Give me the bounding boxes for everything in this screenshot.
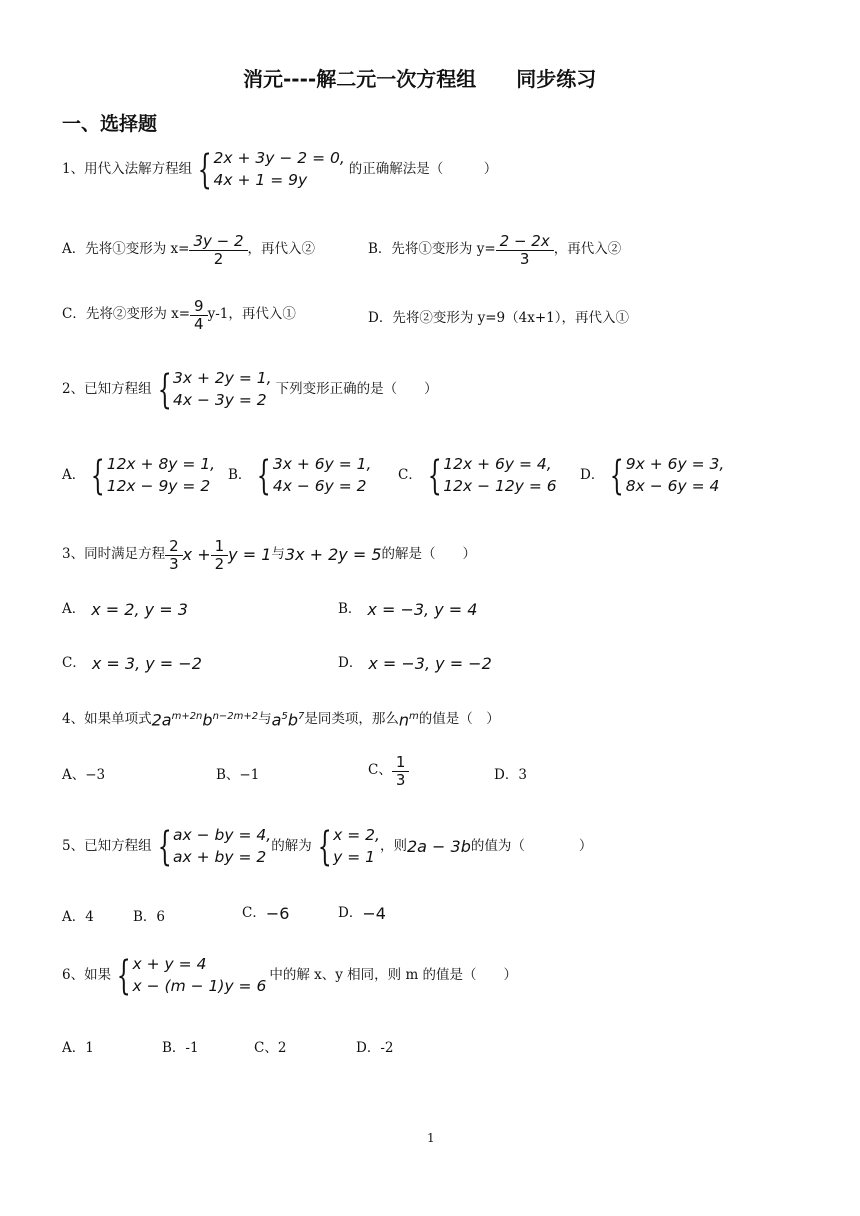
q2-a-eq1: 12x + 8y = 1, — [106, 455, 216, 474]
q6-suffix: 中的解 x、y 相同，则 m 的值是（ ） — [269, 967, 518, 984]
q3-eq: 3x + 2y = 5 — [284, 545, 382, 564]
q3-d-value: x = −3, y = −2 — [368, 654, 492, 673]
q3-and: 与 — [271, 546, 285, 563]
q1-b-fraction: $\frac{2 - 2x}{3}$ — [498, 233, 552, 267]
q1-a-text: A．先将①变形为 x= — [62, 241, 190, 258]
q5-eq1: ax − by = 4, — [173, 826, 272, 845]
question-1 — [62, 147, 498, 193]
q4-option-c[interactable]: C、 $\frac{1}{3}$ — [368, 754, 409, 788]
q4-option-d[interactable]: D．3 — [494, 767, 527, 783]
question-4 — [62, 712, 500, 728]
q4-mid: 是同类项，那么 — [304, 711, 399, 728]
q2-prefix: 2、已知方程组 — [62, 381, 152, 398]
q5-eq2: ax + by = 2 — [173, 848, 267, 866]
q2-b-label: B． — [228, 467, 252, 484]
q2-b-eq2: 4x − 6y = 2 — [272, 477, 367, 495]
q3-fraction-2: $\frac{1}{2}$ — [213, 538, 227, 572]
q1-c-post: y-1，再代入① — [207, 306, 296, 323]
q2-eq2: 4x − 3y = 2 — [173, 391, 267, 409]
q2-a-eq2: 12x − 9y = 2 — [106, 477, 211, 495]
q2-d-label: D． — [580, 467, 605, 484]
q6-eq2: x − (m − 1)y = 6 — [132, 977, 267, 995]
q5-expression: 2a − 3b — [406, 837, 471, 856]
q6-option-d[interactable]: D．-2 — [356, 1040, 394, 1056]
q3-option-a[interactable]: A． x = 2, y = 3 — [62, 600, 188, 619]
q4-option-a[interactable]: A、−3 — [62, 767, 106, 783]
q4-term1: $2a^{m+2n}b^{n-2m+2}$ — [151, 710, 259, 730]
q4-and: 与 — [258, 711, 272, 728]
brace-icon: { — [116, 953, 131, 999]
q5-option-d[interactable]: D． −4 — [338, 904, 386, 923]
q2-option-c[interactable] — [398, 453, 557, 499]
brace-icon: { — [90, 453, 105, 499]
q2-option-a[interactable] — [62, 453, 216, 499]
brace-icon: { — [157, 367, 172, 413]
q1-eq2: 4x + 1 = 9y — [213, 171, 308, 189]
q1-c-fraction: $\frac{9}{4}$ — [192, 298, 206, 332]
q4-option-b[interactable]: B、−1 — [216, 767, 260, 783]
q6-eq1: x + y = 4 — [132, 955, 207, 974]
q2-d-eq2: 8x − 6y = 4 — [625, 477, 720, 495]
q1-suffix: 的正确解法是（ ） — [348, 161, 498, 178]
question-2 — [62, 367, 438, 413]
q2-d-eq1: 9x + 6y = 3, — [625, 455, 725, 474]
q3-c-value: x = 3, y = −2 — [91, 654, 202, 673]
q2-eq1: 3x + 2y = 1, — [173, 369, 272, 388]
q1-b-text: B．先将①变形为 y= — [368, 241, 496, 258]
q6-option-a[interactable]: A．1 — [62, 1040, 94, 1056]
q6-prefix: 6、如果 — [62, 967, 112, 984]
q1-b-post: ，再代入② — [553, 241, 622, 258]
q6-option-c[interactable]: C、2 — [254, 1040, 287, 1056]
q5-option-b[interactable]: B．6 — [133, 909, 166, 925]
q5-c-value: −6 — [265, 904, 290, 923]
q2-option-b[interactable] — [228, 453, 372, 499]
q1-eq1: 2x + 3y − 2 = 0, — [213, 149, 345, 168]
q3-mid2: y = 1 — [228, 545, 272, 564]
q2-c-eq1: 12x + 6y = 4, — [443, 455, 552, 474]
q2-c-eq2: 12x − 12y = 6 — [443, 477, 557, 495]
q1-prefix: 1、用代入法解方程组 — [62, 161, 193, 178]
q5-d-value: −4 — [362, 904, 386, 923]
q4-term2: $a^5b^7$ — [271, 710, 305, 730]
question-5 — [62, 824, 593, 870]
q2-c-label: C． — [398, 467, 422, 484]
q5-mid: 的解为 — [271, 838, 312, 855]
section-heading: 一、选择题 — [62, 113, 158, 135]
q3-option-b[interactable]: B． x = −3, y = 4 — [338, 600, 478, 619]
question-3 — [62, 538, 476, 572]
q3-mid1: x + — [182, 545, 211, 564]
q1-option-d[interactable]: D．先将②变形为 y=9（4x+1），再代入① — [368, 310, 629, 326]
q1-a-post: ，再代入② — [247, 241, 316, 258]
q2-option-d[interactable] — [580, 453, 725, 499]
q1-option-a[interactable] — [62, 233, 315, 267]
q6-option-b[interactable]: B．-1 — [162, 1040, 199, 1056]
question-6 — [62, 953, 518, 999]
q2-suffix: 下列变形正确的是（ ） — [275, 381, 438, 398]
q3-option-c[interactable]: C． x = 3, y = −2 — [62, 654, 202, 673]
q1-a-fraction: $\frac{3y - 2}{2}$ — [191, 233, 245, 267]
brace-icon: { — [257, 453, 272, 499]
q3-b-value: x = −3, y = 4 — [367, 600, 478, 619]
q1-option-c[interactable] — [62, 298, 296, 332]
q5-sol2: y = 1 — [333, 848, 376, 866]
q4-prefix: 4、如果单项式 — [62, 711, 152, 728]
q4-c-fraction: $\frac{1}{3}$ — [394, 754, 408, 788]
q3-option-d[interactable]: D． x = −3, y = −2 — [338, 654, 492, 673]
q5-sol1: x = 2, — [333, 826, 380, 845]
q2-system — [152, 367, 272, 413]
q2-a-label: A． — [62, 467, 86, 484]
q5-suffix: 的值为（ ） — [470, 838, 593, 855]
q3-prefix: 3、同时满足方程 — [62, 546, 166, 563]
q4-suffix: 的值是（ ） — [418, 711, 500, 728]
q3-suffix: 的解是（ ） — [381, 546, 477, 563]
q1-option-b[interactable] — [368, 233, 621, 267]
q3-a-value: x = 2, y = 3 — [91, 600, 188, 619]
q4-n-power: $n^m$ — [398, 710, 419, 730]
q1-c-text: C．先将②变形为 x= — [62, 306, 191, 323]
q5-option-a[interactable]: A．4 — [62, 909, 94, 925]
q1-system — [192, 147, 345, 193]
brace-icon: { — [197, 147, 212, 193]
q5-prefix: 5、已知方程组 — [62, 838, 152, 855]
q2-b-eq1: 3x + 6y = 1, — [272, 455, 372, 474]
q5-option-c[interactable]: C． −6 — [242, 904, 290, 923]
brace-icon: { — [610, 453, 625, 499]
brace-icon: { — [157, 824, 172, 870]
page-number: 1 — [427, 1131, 435, 1145]
q5-mid2: ，则 — [379, 838, 407, 855]
page-title: 消元----解二元一次方程组 同步练习 — [243, 67, 597, 91]
brace-icon: { — [427, 453, 442, 499]
q3-fraction-1: $\frac{2}{3}$ — [167, 538, 181, 572]
brace-icon: { — [317, 824, 332, 870]
